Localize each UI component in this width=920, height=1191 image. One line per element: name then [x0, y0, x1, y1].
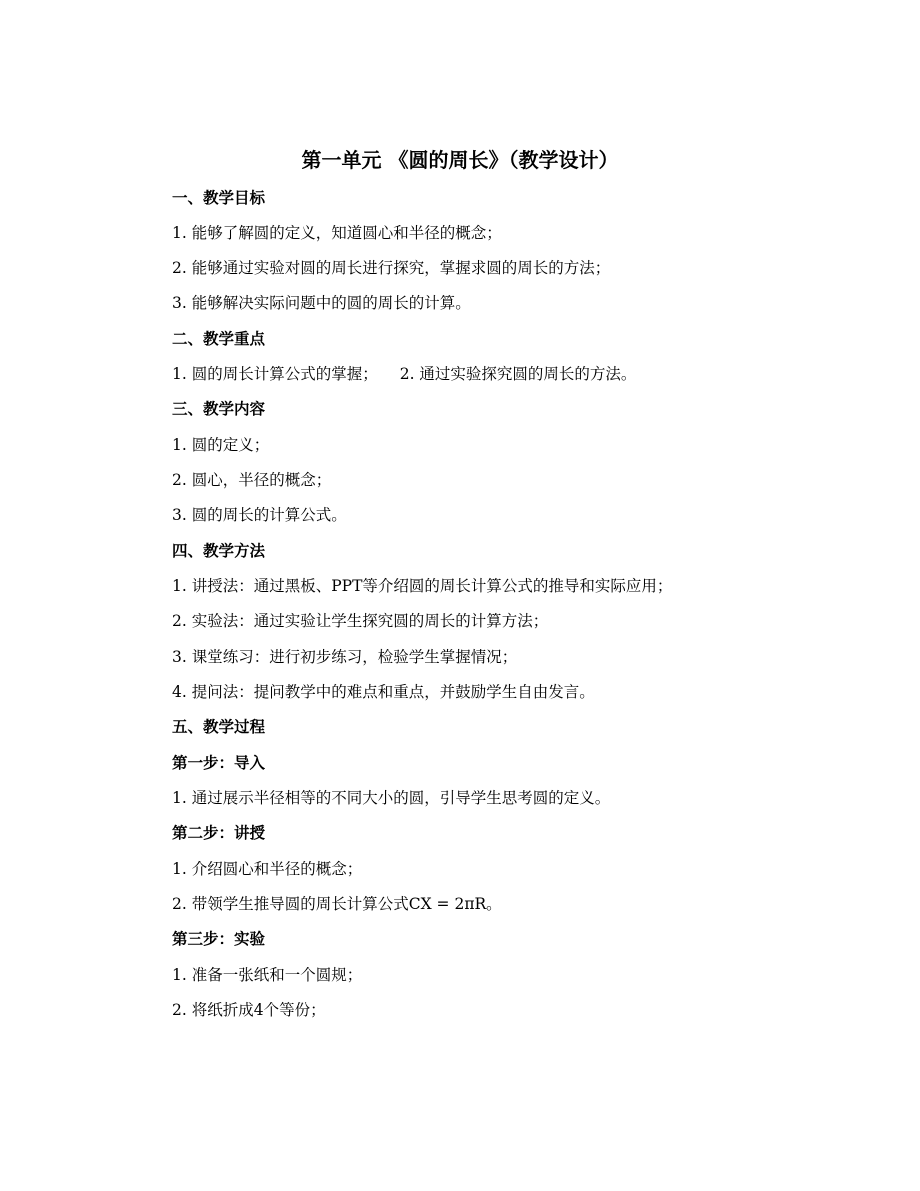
section-heading-objectives: 一、教学目标 — [172, 189, 266, 207]
step2-item-1: 1. 介绍圆心和半径的概念； — [172, 860, 363, 878]
content-item-1: 1. 圆的定义； — [172, 436, 270, 454]
key-points-line — [172, 363, 636, 385]
step1-item-1: 1. 通过展示半径相等的不同大小的圆，引导学生思考圆的定义。 — [172, 789, 611, 807]
content-item-2: 2. 圆心，半径的概念； — [172, 471, 332, 489]
method-item-4: 4. 提问法：提问教学中的难点和重点，并鼓励学生自由发言。 — [172, 683, 595, 701]
method-item-2: 2. 实验法：通过实验让学生探究圆的周长的计算方法； — [172, 612, 549, 630]
step3-item-1: 1. 准备一张纸和一个圆规； — [172, 966, 363, 984]
objective-item-1: 1. 能够了解圆的定义，知道圆心和半径的概念； — [172, 224, 502, 242]
step-heading-intro: 第一步：导入 — [172, 754, 266, 772]
step-heading-experiment: 第三步：实验 — [172, 930, 266, 948]
section-heading-methods: 四、教学方法 — [172, 542, 266, 560]
objective-item-2: 2. 能够通过实验对圆的周长进行探究，掌握求圆的周长的方法； — [172, 259, 611, 277]
section-heading-key-points: 二、教学重点 — [172, 330, 266, 348]
key-point-item-2: 2. 通过实验探究圆的周长的方法。 — [399, 365, 637, 383]
key-point-item-1: 1. 圆的周长计算公式的掌握； — [172, 365, 378, 383]
content-item-3: 3. 圆的周长的计算公式。 — [172, 506, 347, 524]
step-heading-lecture: 第二步：讲授 — [172, 824, 266, 842]
section-heading-process: 五、教学过程 — [172, 718, 266, 736]
step2-item-2: 2. 带领学生推导圆的周长计算公式CX = 2πR。 — [172, 895, 502, 913]
method-item-1: 1. 讲授法：通过黑板、PPT等介绍圆的周长计算公式的推导和实际应用； — [172, 577, 673, 595]
method-item-3: 3. 课堂练习：进行初步练习，检验学生掌握情况； — [172, 648, 518, 666]
section-heading-content: 三、教学内容 — [172, 400, 266, 418]
objective-item-3: 3. 能够解决实际问题中的圆的周长的计算。 — [172, 294, 471, 312]
step3-item-2: 2. 将纸折成4个等份； — [172, 1001, 326, 1019]
document-title: 第一单元 《圆的周长》（教学设计） — [301, 148, 619, 172]
